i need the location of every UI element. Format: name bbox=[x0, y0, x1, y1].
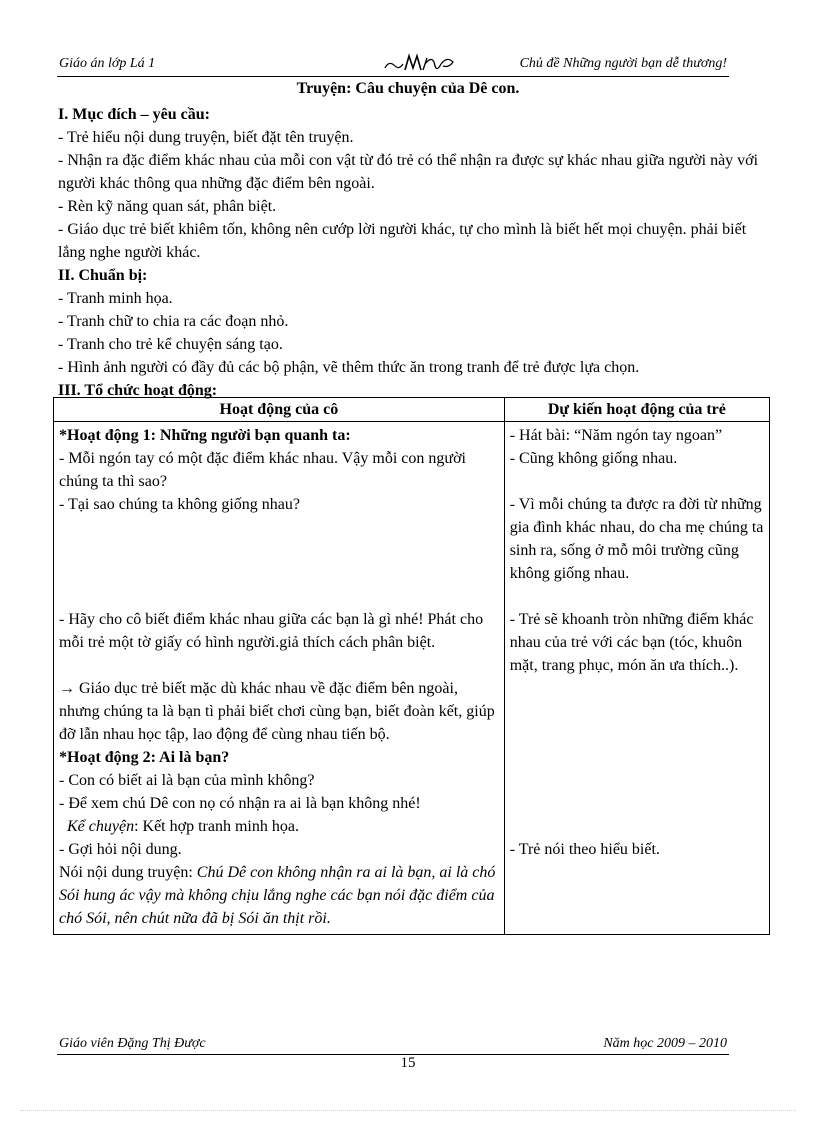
header-right-text: Chủ đề Những người bạn dễ thương! bbox=[519, 56, 727, 71]
spacer bbox=[510, 470, 765, 493]
table-header-row bbox=[54, 398, 770, 422]
activity-text: - Tại sao chúng ta không giống nhau? bbox=[59, 496, 300, 513]
spacer bbox=[59, 516, 500, 608]
page-header bbox=[57, 56, 729, 77]
preparation-item: - Tranh chữ to chia ra các đoạn nhỏ. bbox=[58, 313, 289, 330]
header-left-text: Giáo án lớp Lá 1 bbox=[59, 56, 156, 71]
children-activities-cell bbox=[504, 422, 769, 935]
story-content-italic: Chú Dê con không nhận ra ai là bạn, ai là chó Sói hung ác vậy mà không chịu lắng nghe các bạn nói đặc điểm của chó Sói, nên chút nữa đã bị Sói ăn thịt rồi. bbox=[59, 864, 496, 927]
footer-school-year: Năm học 2009 – 2010 bbox=[603, 1036, 727, 1051]
table-row bbox=[54, 422, 770, 935]
activity-2-title: *Hoạt động 2: Ai là bạn? bbox=[59, 749, 230, 766]
purpose-item: - Trẻ hiểu nội dung truyện, biết đặt tên truyện. bbox=[58, 129, 354, 146]
spacer bbox=[510, 585, 765, 608]
spacer bbox=[510, 677, 765, 838]
document-body bbox=[58, 103, 770, 402]
storytelling-label: Kể chuyện bbox=[67, 818, 135, 835]
section-heading-preparation: II. Chuẩn bị: bbox=[58, 267, 148, 284]
spacer bbox=[59, 654, 500, 677]
child-response: - Hát bài: “Năm ngón tay ngoan” bbox=[509, 427, 723, 444]
activity-text: - Mỗi ngón tay có một đặc điểm khác nhau. Vậy mỗi con người chúng ta thì sao? bbox=[59, 450, 466, 490]
activity-text bbox=[59, 815, 500, 838]
activity-text bbox=[59, 861, 500, 930]
activity-table bbox=[53, 397, 770, 935]
page-bottom-border bbox=[20, 1110, 796, 1111]
child-response: - Cũng không giống nhau. bbox=[509, 450, 678, 467]
flourish-ornament-icon bbox=[383, 50, 457, 76]
activity-text: - Hãy cho cô biết điểm khác nhau giữa các bạn là gì nhé! Phát cho mỗi trẻ một tờ giấy có hình người.giả thích cách phân biệt. bbox=[59, 611, 484, 651]
footer-teacher-name: Giáo viên Đặng Thị Được bbox=[59, 1036, 206, 1051]
preparation-item: - Hình ảnh người có đầy đủ các bộ phận, vẽ thêm thức ăn trong tranh để trẻ được lựa chọn. bbox=[58, 359, 640, 376]
purpose-item: - Rèn kỹ năng quan sát, phân biệt. bbox=[58, 198, 277, 215]
column-header-children: Dự kiến hoạt động của trẻ bbox=[504, 398, 769, 422]
child-response: - Vì mỗi chúng ta được ra đời từ những gia đình khác nhau, do cha mẹ chúng ta sinh ra, sống ở mỗ môi trường cũng không giống nhau. bbox=[509, 496, 764, 582]
purpose-item: - Giáo dục trẻ biết khiêm tốn, không nên cướp lời người khác, tự cho mình là biết hết mọi chuyện. phải biết lắng nghe người khác. bbox=[58, 221, 747, 261]
section-heading-purpose: I. Mục đích – yêu cầu: bbox=[58, 106, 210, 123]
page-number: 15 bbox=[400, 1055, 416, 1071]
activity-text: - Để xem chú Dê con nọ có nhận ra ai là bạn không nhé! bbox=[59, 795, 421, 812]
activity-text: - Con có biết ai là bạn của mình không? bbox=[59, 772, 315, 789]
activity-1-title: *Hoạt động 1: Những người bạn quanh ta: bbox=[59, 427, 351, 444]
child-response: - Trẻ nói theo hiểu biết. bbox=[509, 841, 660, 858]
preparation-item: - Tranh cho trẻ kể chuyện sáng tạo. bbox=[58, 336, 283, 353]
preparation-item: - Tranh minh họa. bbox=[58, 290, 173, 307]
child-response: - Trẻ sẽ khoanh tròn những điểm khác nhau của trẻ với các bạn (tóc, khuôn mặt, trang phục, món ăn ưa thích..). bbox=[509, 611, 754, 674]
section-heading-activities: III. Tổ chức hoạt động: bbox=[58, 382, 218, 399]
activity-text: - Gợi hỏi nội dung. bbox=[59, 841, 182, 858]
page-footer bbox=[57, 1036, 729, 1055]
column-header-teacher: Hoạt động của cô bbox=[54, 398, 505, 422]
teacher-activities-cell bbox=[54, 422, 505, 935]
purpose-item: - Nhận ra đặc điểm khác nhau của mỗi con vật từ đó trẻ có thể nhận ra được sự khác nhau giữa người này với người khác thông qua những đặc điểm bên ngoài. bbox=[58, 152, 759, 192]
activity-text: → Giáo dục trẻ biết mặc dù khác nhau về đặc điểm bên ngoài, nhưng chúng ta là bạn tì phải biết chơi cùng bạn, biết đoàn kết, giúp đỡ lẫn nhau học tập, lao động để cùng nhau tiến bộ. bbox=[59, 680, 495, 743]
storytelling-text: : Kết hợp tranh minh họa. bbox=[134, 818, 299, 835]
story-content-lead: Nói nội dung truyện: bbox=[59, 864, 197, 881]
document-title: Truyện: Câu chuyện của Dê con. bbox=[296, 80, 520, 97]
